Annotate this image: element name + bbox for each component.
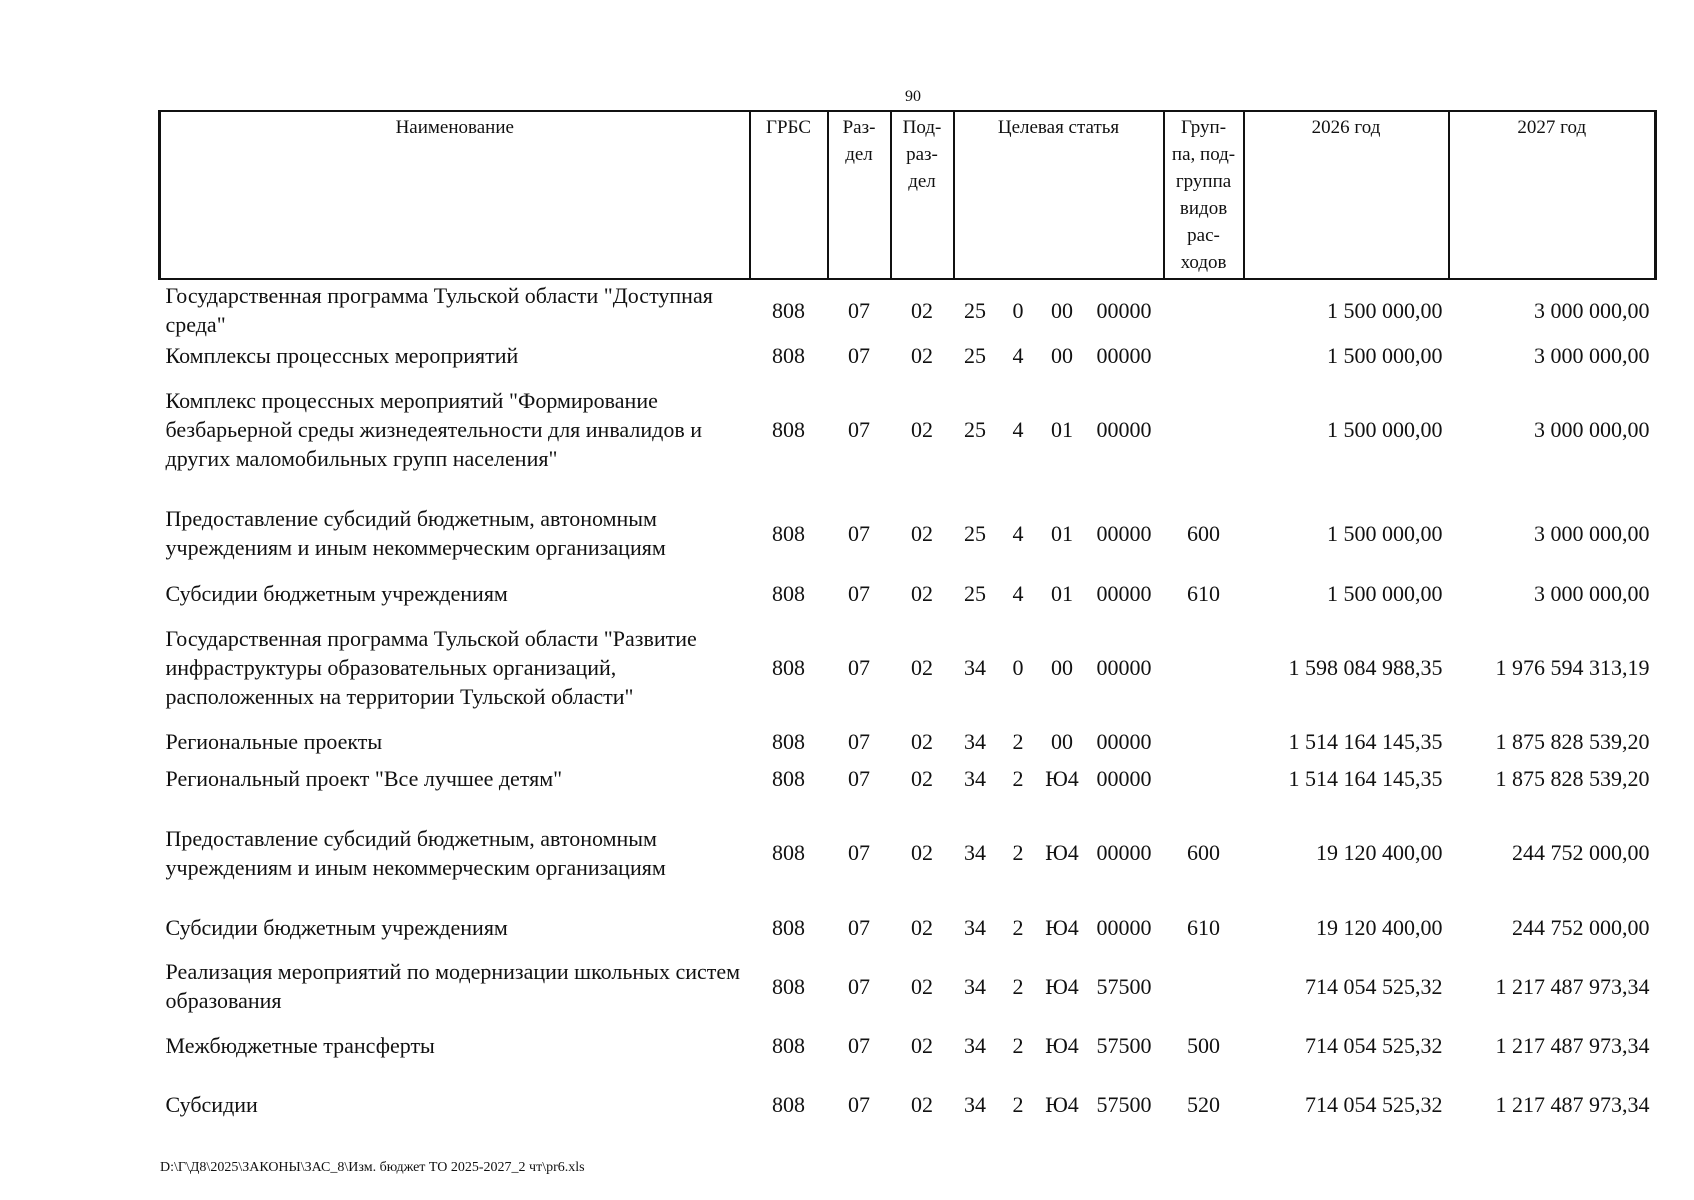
- row-expense-group: 600: [1187, 840, 1221, 865]
- row-razdel: 07: [848, 1091, 870, 1117]
- table-row: [160, 608, 1656, 726]
- row-grbs: 808: [772, 973, 805, 999]
- row-name: Субсидии бюджетным учреждениям: [165, 914, 508, 940]
- header-name: Наименование: [160, 111, 750, 279]
- row-name: Субсидии: [165, 1091, 258, 1117]
- row-amount-2026: 714 054 525,32: [1305, 1091, 1443, 1117]
- row-name: Межбюджетные трансферты: [165, 1032, 435, 1058]
- row-expense-group: [1164, 340, 1244, 370]
- header-year-2027: 2027 год: [1449, 111, 1656, 279]
- table-header: [160, 111, 1656, 279]
- row-target-program: 34: [964, 840, 986, 865]
- row-expense-group: [1164, 726, 1244, 756]
- row-target-program: 34: [964, 728, 986, 754]
- row-target-direction: 00000: [1096, 520, 1152, 546]
- row-amount-2026: 1 500 000,00: [1327, 297, 1443, 323]
- row-expense-group: 600: [1187, 520, 1221, 546]
- row-target-type: 0: [1012, 654, 1024, 680]
- row-amount-2026: 1 500 000,00: [1327, 580, 1443, 606]
- row-target-type: 2: [1012, 1032, 1024, 1058]
- row-razdel: 07: [848, 973, 870, 999]
- row-target-type: 2: [1012, 765, 1024, 791]
- table-row: [160, 578, 1656, 608]
- row-target-type: 4: [1012, 342, 1024, 368]
- row-expense-group: 610: [1187, 580, 1221, 606]
- row-grbs: 808: [772, 654, 805, 680]
- row-target-element: Ю4: [1045, 1091, 1079, 1117]
- row-target-type: 0: [1012, 297, 1024, 323]
- row-target-type: 2: [1012, 1091, 1024, 1117]
- row-target-type: 2: [1012, 728, 1024, 754]
- row-expense-group: 610: [1187, 914, 1221, 940]
- row-name: Комплекс процессных мероприятий "Формирование безбарьерной среды жизнедеятельности для инвалидов и других маломобильных групп населения": [165, 387, 702, 471]
- row-target-type: 2: [1012, 914, 1024, 940]
- row-target-direction: 57500: [1096, 973, 1152, 999]
- row-target-direction: 00000: [1096, 728, 1152, 754]
- footer-file-path: D:\Г\Д8\2025\ЗАКОНЫ\ЗАС_8\Изм. бюджет ТО 2025-2027_2 чт\pr6.xls: [160, 1160, 585, 1175]
- row-razdel: 07: [848, 1032, 870, 1058]
- row-grbs: 808: [772, 1091, 805, 1117]
- row-target-program: 25: [964, 342, 986, 368]
- row-name: Предоставление субсидий бюджетным, автономным учреждениям и иным некоммерческим организациям: [165, 506, 666, 560]
- row-podrazdel: 02: [911, 765, 933, 791]
- row-target-direction: 00000: [1096, 297, 1152, 323]
- row-grbs: 808: [772, 728, 805, 754]
- row-podrazdel: 02: [911, 1032, 933, 1058]
- row-amount-2026: 714 054 525,32: [1305, 1032, 1443, 1058]
- row-target-element: 01: [1051, 520, 1073, 546]
- row-razdel: 07: [848, 580, 870, 606]
- row-expense-group: [1164, 370, 1244, 488]
- table-row: [160, 949, 1656, 1023]
- row-amount-2027: 3 000 000,00: [1534, 297, 1650, 323]
- row-target-program: 34: [964, 1032, 986, 1058]
- table-row: [160, 279, 1656, 340]
- row-name: Государственная программа Тульской области "Доступная среда": [165, 283, 713, 337]
- row-amount-2026: 1 500 000,00: [1327, 416, 1443, 442]
- row-podrazdel: 02: [911, 728, 933, 754]
- row-target-type: 2: [1012, 973, 1024, 999]
- row-target-element: Ю4: [1045, 1032, 1079, 1058]
- table-row: [160, 488, 1656, 578]
- row-podrazdel: 02: [911, 297, 933, 323]
- row-expense-group: 520: [1187, 1091, 1221, 1117]
- row-amount-2026: 19 120 400,00: [1316, 840, 1443, 865]
- row-target-direction: 00000: [1096, 840, 1152, 865]
- row-amount-2027: 244 752 000,00: [1512, 840, 1650, 865]
- row-razdel: 07: [848, 654, 870, 680]
- row-target-direction: 00000: [1096, 416, 1152, 442]
- row-razdel: 07: [848, 342, 870, 368]
- row-amount-2026: 1 514 164 145,35: [1288, 728, 1443, 754]
- row-expense-group: [1164, 756, 1244, 800]
- row-target-program: 25: [964, 297, 986, 323]
- row-podrazdel: 02: [911, 416, 933, 442]
- row-amount-2027: 1 875 828 539,20: [1495, 728, 1650, 754]
- row-target-program: 34: [964, 973, 986, 999]
- row-amount-2027: 3 000 000,00: [1534, 416, 1650, 442]
- row-podrazdel: 02: [911, 520, 933, 546]
- row-target-program: 25: [964, 520, 986, 546]
- row-amount-2027: 1 217 487 973,34: [1495, 1032, 1650, 1058]
- row-grbs: 808: [772, 520, 805, 546]
- row-target-program: 25: [964, 580, 986, 606]
- row-target-element: 01: [1051, 580, 1073, 606]
- header-year-2026: 2026 год: [1244, 111, 1449, 279]
- row-expense-group: [1164, 608, 1244, 726]
- row-target-program: 34: [964, 914, 986, 940]
- row-amount-2027: 3 000 000,00: [1534, 580, 1650, 606]
- row-target-element: 00: [1051, 297, 1073, 323]
- table-row: [160, 1023, 1656, 1067]
- row-target-direction: 00000: [1096, 654, 1152, 680]
- row-target-element: 00: [1051, 342, 1073, 368]
- row-amount-2027: 3 000 000,00: [1534, 520, 1650, 546]
- row-target-direction: 57500: [1096, 1091, 1152, 1117]
- row-grbs: 808: [772, 765, 805, 791]
- row-name: Предоставление субсидий бюджетным, автономным учреждениям и иным некоммерческим организациям: [165, 825, 666, 880]
- row-target-element: Ю4: [1045, 973, 1079, 999]
- row-amount-2026: 1 598 084 988,35: [1288, 654, 1443, 680]
- row-amount-2026: 1 514 164 145,35: [1288, 765, 1443, 791]
- row-target-type: 4: [1012, 416, 1024, 442]
- row-target-program: 34: [964, 654, 986, 680]
- row-name: Субсидии бюджетным учреждениям: [165, 580, 508, 606]
- row-podrazdel: 02: [911, 654, 933, 680]
- row-podrazdel: 02: [911, 973, 933, 999]
- table-row: [160, 726, 1656, 756]
- row-razdel: 07: [848, 520, 870, 546]
- page-number: 90: [905, 88, 921, 105]
- row-target-element: 00: [1051, 728, 1073, 754]
- row-target-direction: 00000: [1096, 914, 1152, 940]
- row-grbs: 808: [772, 840, 805, 865]
- header-expense-group: Груп- па, под- группа видов рас- ходов: [1164, 111, 1244, 279]
- row-amount-2027: 1 217 487 973,34: [1495, 973, 1650, 999]
- row-name: Реализация мероприятий по модернизации школьных систем образования: [165, 959, 741, 1013]
- row-grbs: 808: [772, 914, 805, 940]
- row-expense-group: 500: [1187, 1032, 1221, 1058]
- row-target-element: 01: [1051, 416, 1073, 442]
- row-name: Региональный проект "Все лучшее детям": [165, 765, 563, 791]
- row-expense-group: [1164, 949, 1244, 1023]
- table-row: [160, 800, 1656, 905]
- row-name: Комплексы процессных мероприятий: [165, 342, 519, 368]
- row-razdel: 07: [848, 297, 870, 323]
- budget-table: [158, 110, 1657, 1141]
- row-name: Государственная программа Тульской области "Развитие инфраструктуры образовательных организаций, расположенных на территории Тульской области": [165, 625, 697, 709]
- row-podrazdel: 02: [911, 580, 933, 606]
- header-grbs: ГРБС: [750, 111, 828, 279]
- table-row: [160, 1067, 1656, 1141]
- row-target-direction: 00000: [1096, 342, 1152, 368]
- row-razdel: 07: [848, 840, 870, 865]
- row-podrazdel: 02: [911, 1091, 933, 1117]
- row-target-element: Ю4: [1045, 765, 1079, 791]
- table-row: [160, 905, 1656, 949]
- row-razdel: 07: [848, 914, 870, 940]
- row-amount-2026: 19 120 400,00: [1316, 914, 1443, 940]
- row-target-element: Ю4: [1045, 914, 1079, 940]
- row-grbs: 808: [772, 342, 805, 368]
- row-target-type: 2: [1012, 840, 1024, 865]
- row-target-program: 34: [964, 1091, 986, 1117]
- header-target-article: Целевая статья: [954, 111, 1164, 279]
- row-grbs: 808: [772, 1032, 805, 1058]
- row-amount-2027: 244 752 000,00: [1512, 914, 1650, 940]
- row-target-element: Ю4: [1045, 840, 1079, 865]
- table-row: [160, 340, 1656, 370]
- row-target-program: 25: [964, 416, 986, 442]
- row-amount-2027: 3 000 000,00: [1534, 342, 1650, 368]
- row-amount-2027: 1 976 594 313,19: [1495, 654, 1650, 680]
- row-grbs: 808: [772, 416, 805, 442]
- row-target-type: 4: [1012, 580, 1024, 606]
- row-grbs: 808: [772, 297, 805, 323]
- header-razdel: Раз- дел: [828, 111, 891, 279]
- row-amount-2026: 1 500 000,00: [1327, 520, 1443, 546]
- table-row: [160, 370, 1656, 488]
- row-target-direction: 57500: [1096, 1032, 1152, 1058]
- row-target-direction: 00000: [1096, 765, 1152, 791]
- row-amount-2027: 1 217 487 973,34: [1495, 1091, 1650, 1117]
- row-expense-group: [1164, 279, 1244, 340]
- row-grbs: 808: [772, 580, 805, 606]
- table-body: [160, 279, 1656, 1141]
- table-row: [160, 756, 1656, 800]
- row-razdel: 07: [848, 728, 870, 754]
- row-podrazdel: 02: [911, 840, 933, 865]
- row-amount-2026: 714 054 525,32: [1305, 973, 1443, 999]
- row-target-element: 00: [1051, 654, 1073, 680]
- row-podrazdel: 02: [911, 914, 933, 940]
- row-amount-2026: 1 500 000,00: [1327, 342, 1443, 368]
- row-amount-2027: 1 875 828 539,20: [1495, 765, 1650, 791]
- row-name: Региональные проекты: [165, 728, 383, 754]
- row-target-type: 4: [1012, 520, 1024, 546]
- row-target-direction: 00000: [1096, 580, 1152, 606]
- row-target-program: 34: [964, 765, 986, 791]
- header-podrazdel: Под- раз- дел: [891, 111, 954, 279]
- row-razdel: 07: [848, 416, 870, 442]
- row-podrazdel: 02: [911, 342, 933, 368]
- row-razdel: 07: [848, 765, 870, 791]
